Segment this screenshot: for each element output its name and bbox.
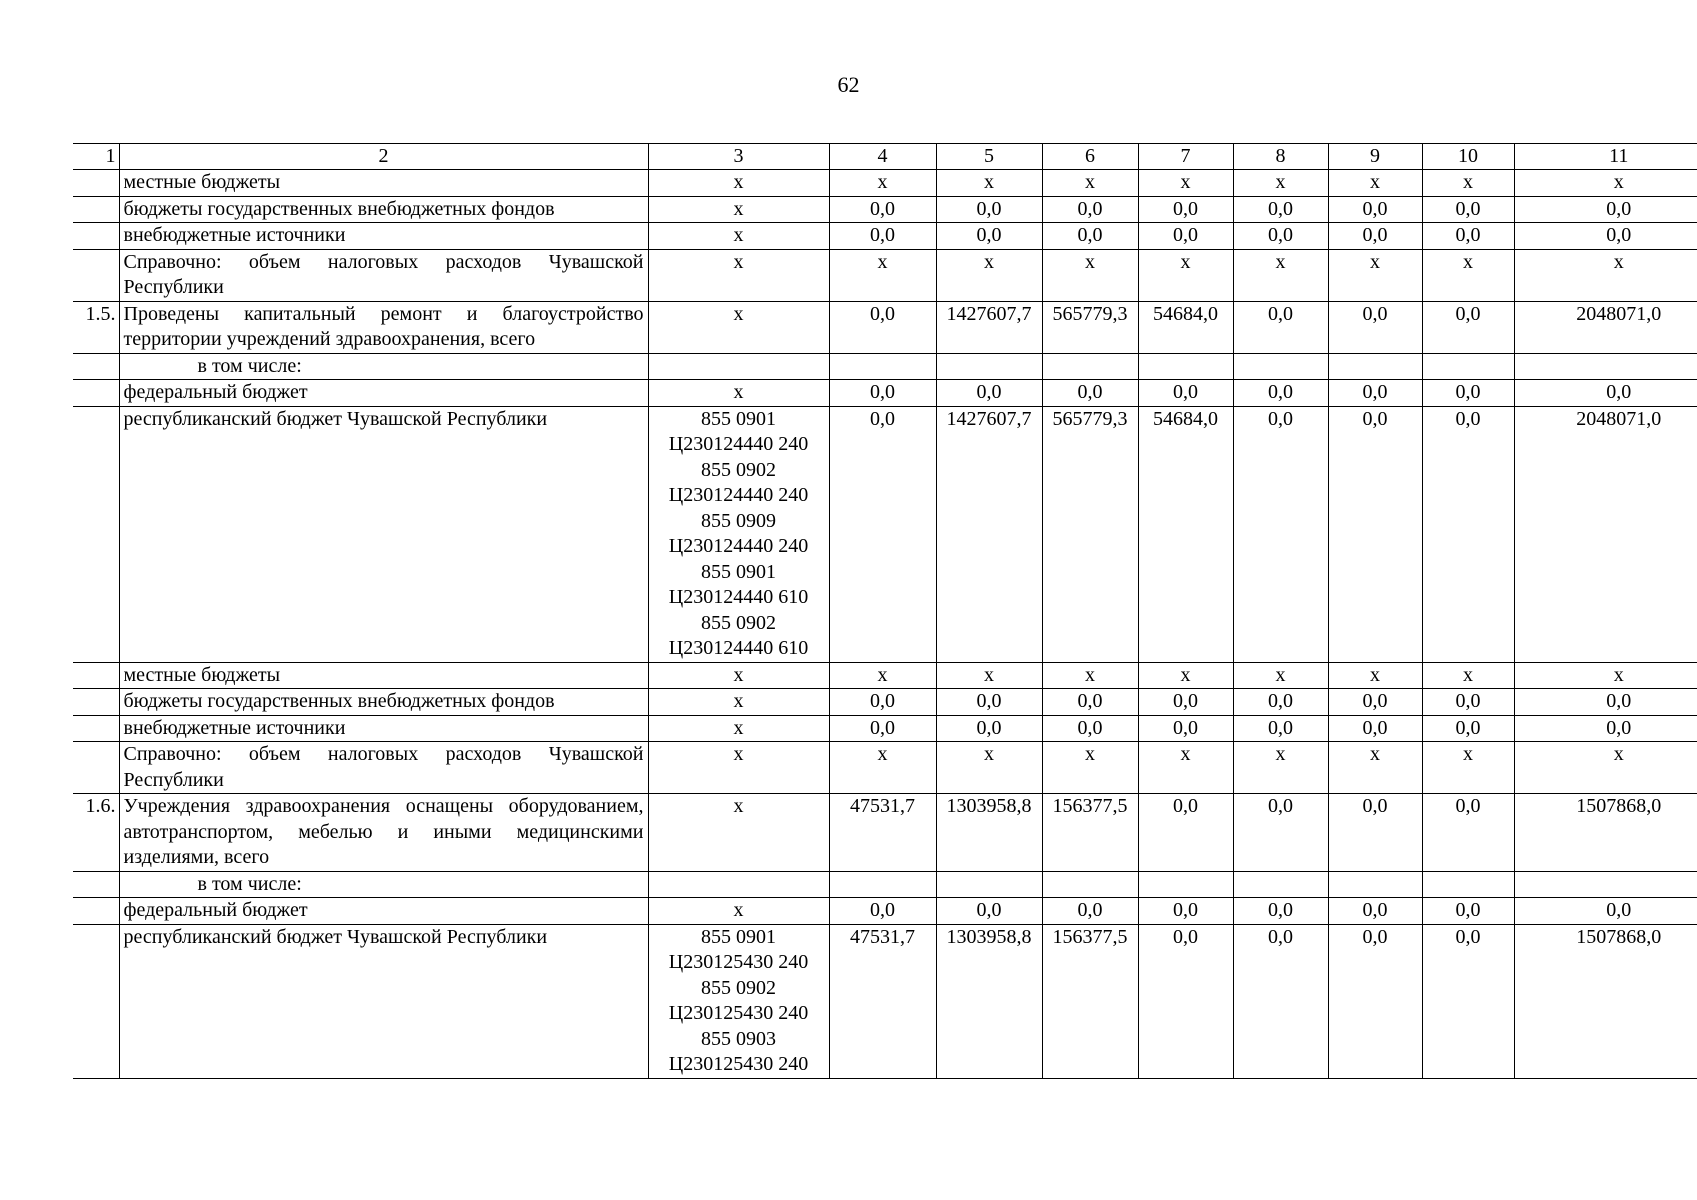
value-cell: 0,0 bbox=[1328, 406, 1422, 662]
header-cell: 11 bbox=[1514, 144, 1697, 170]
budget-table bbox=[73, 143, 1697, 1079]
value-cell: 1427607,7 bbox=[936, 406, 1042, 662]
value-cell: 0,0 bbox=[829, 406, 936, 662]
value-cell: 0,0 bbox=[1514, 196, 1697, 223]
table-row bbox=[73, 380, 1697, 407]
row-number-cell bbox=[73, 353, 119, 380]
row-number-cell bbox=[73, 689, 119, 716]
row-name-cell: местные бюджеты bbox=[119, 170, 648, 197]
row-number-cell bbox=[73, 196, 119, 223]
budget-code-line: Ц230124440 610 bbox=[668, 637, 809, 659]
budget-code-line: х bbox=[733, 899, 744, 921]
value-cell: х bbox=[1233, 662, 1328, 689]
value-cell: 0,0 bbox=[1328, 196, 1422, 223]
value-cell: х bbox=[1422, 249, 1514, 301]
value-cell: 0,0 bbox=[1138, 380, 1233, 407]
budget-code-cell bbox=[648, 301, 829, 353]
table-row bbox=[73, 170, 1697, 197]
budget-code-line: х bbox=[733, 302, 744, 325]
header-cell: 1 bbox=[73, 144, 119, 170]
value-cell bbox=[1042, 871, 1138, 898]
value-cell: 0,0 bbox=[1328, 301, 1422, 353]
value-cell: 1507868,0 bbox=[1514, 924, 1697, 1078]
value-cell: 1507868,0 bbox=[1514, 794, 1697, 872]
row-name-cell: Справочно: объем налоговых расходов Чувашской Республики bbox=[119, 742, 648, 794]
value-cell: 47531,7 bbox=[829, 924, 936, 1078]
budget-code-line: 855 0909 bbox=[701, 509, 776, 532]
value-cell: 0,0 bbox=[1138, 689, 1233, 716]
value-cell: 0,0 bbox=[1328, 223, 1422, 250]
value-cell: 0,0 bbox=[829, 689, 936, 716]
budget-code-line: х bbox=[733, 197, 744, 220]
value-cell: 47531,7 bbox=[829, 794, 936, 872]
value-cell: 0,0 bbox=[829, 380, 936, 407]
value-cell: 0,0 bbox=[1328, 924, 1422, 1078]
value-cell: 0,0 bbox=[1233, 689, 1328, 716]
value-cell: х bbox=[1514, 170, 1697, 197]
value-cell: 0,0 bbox=[1233, 196, 1328, 223]
budget-code-cell bbox=[648, 794, 829, 872]
page-number: 62 bbox=[837, 72, 860, 97]
value-cell: 0,0 bbox=[1042, 223, 1138, 250]
budget-code-line: 855 0902 bbox=[701, 976, 776, 999]
value-cell bbox=[1328, 353, 1422, 380]
value-cell bbox=[1138, 871, 1233, 898]
value-cell: 0,0 bbox=[829, 898, 936, 925]
value-cell bbox=[829, 871, 936, 898]
budget-code-cell bbox=[648, 406, 829, 662]
budget-code-cell bbox=[648, 715, 829, 742]
budget-code-line: 855 0901 bbox=[701, 925, 776, 948]
value-cell: 0,0 bbox=[829, 223, 936, 250]
budget-code-line: 855 0903 bbox=[701, 1027, 776, 1050]
table-row bbox=[73, 742, 1697, 794]
value-cell: х bbox=[829, 742, 936, 794]
value-cell: 0,0 bbox=[1422, 924, 1514, 1078]
value-cell: 0,0 bbox=[1514, 715, 1697, 742]
budget-code-cell bbox=[648, 353, 829, 380]
value-cell: 0,0 bbox=[1422, 715, 1514, 742]
value-cell: 0,0 bbox=[1328, 689, 1422, 716]
value-cell: 0,0 bbox=[1138, 794, 1233, 872]
row-name-cell: в том числе: bbox=[119, 871, 648, 898]
budget-code-line: х bbox=[733, 171, 744, 193]
budget-code-line: Ц230125430 240 bbox=[668, 1053, 809, 1075]
value-cell: 2048071,0 bbox=[1514, 301, 1697, 353]
budget-code-line: х bbox=[733, 795, 744, 817]
row-name-cell: Учреждения здравоохранения оснащены оборудованием, автотранспортом, мебелью и иными медицинскими изделиями, всего bbox=[119, 794, 648, 872]
value-cell: х bbox=[936, 662, 1042, 689]
value-cell: 156377,5 bbox=[1042, 794, 1138, 872]
value-cell: х bbox=[936, 742, 1042, 794]
value-cell: 0,0 bbox=[936, 715, 1042, 742]
value-cell: х bbox=[1042, 742, 1138, 794]
value-cell: х bbox=[1514, 249, 1697, 301]
budget-code-cell bbox=[648, 898, 829, 925]
budget-code-cell bbox=[648, 662, 829, 689]
value-cell: 0,0 bbox=[1042, 715, 1138, 742]
row-name-cell: бюджеты государственных внебюджетных фондов bbox=[119, 196, 648, 223]
budget-code-line: 855 0901 bbox=[701, 560, 776, 583]
value-cell: 54684,0 bbox=[1138, 406, 1233, 662]
value-cell bbox=[1233, 871, 1328, 898]
row-number-cell bbox=[73, 662, 119, 689]
header-cell: 5 bbox=[936, 144, 1042, 170]
value-cell: х bbox=[1138, 662, 1233, 689]
table-row bbox=[73, 898, 1697, 925]
budget-code-line: 855 0901 bbox=[701, 407, 776, 430]
table-row bbox=[73, 301, 1697, 353]
value-cell: 0,0 bbox=[1422, 223, 1514, 250]
row-name-cell: Справочно: объем налоговых расходов Чувашской Республики bbox=[119, 249, 648, 301]
row-number-cell: 1.5. bbox=[73, 301, 119, 353]
row-number-cell bbox=[73, 898, 119, 925]
table-row bbox=[73, 196, 1697, 223]
table-row bbox=[73, 662, 1697, 689]
value-cell: 0,0 bbox=[936, 380, 1042, 407]
value-cell: 0,0 bbox=[936, 898, 1042, 925]
value-cell: 0,0 bbox=[1233, 924, 1328, 1078]
header-cell: 3 bbox=[648, 144, 829, 170]
table-row bbox=[73, 223, 1697, 250]
row-name-cell: федеральный бюджет bbox=[119, 380, 648, 407]
row-number-cell bbox=[73, 170, 119, 197]
header-cell: 9 bbox=[1328, 144, 1422, 170]
budget-code-cell bbox=[648, 249, 829, 301]
header-cell: 8 bbox=[1233, 144, 1328, 170]
value-cell: 0,0 bbox=[1138, 924, 1233, 1078]
budget-code-cell bbox=[648, 223, 829, 250]
value-cell: 0,0 bbox=[1422, 301, 1514, 353]
budget-code-cell bbox=[648, 380, 829, 407]
value-cell: 0,0 bbox=[1328, 898, 1422, 925]
value-cell: х bbox=[1328, 249, 1422, 301]
value-cell: 2048071,0 bbox=[1514, 406, 1697, 662]
value-cell: х bbox=[1233, 742, 1328, 794]
budget-code-cell bbox=[648, 924, 829, 1078]
row-number-cell: 1.6. bbox=[73, 794, 119, 872]
value-cell: х bbox=[936, 249, 1042, 301]
value-cell: 0,0 bbox=[1138, 196, 1233, 223]
header-cell: 6 bbox=[1042, 144, 1138, 170]
value-cell: 1303958,8 bbox=[936, 794, 1042, 872]
value-cell: 0,0 bbox=[1328, 794, 1422, 872]
value-cell: х bbox=[1138, 742, 1233, 794]
budget-code-cell bbox=[648, 871, 829, 898]
budget-code-line bbox=[653, 872, 825, 898]
budget-code-cell bbox=[648, 742, 829, 794]
value-cell: х bbox=[1138, 249, 1233, 301]
value-cell: х bbox=[1328, 662, 1422, 689]
column-number-row bbox=[73, 144, 1697, 170]
budget-code-line: х bbox=[733, 690, 744, 712]
row-name-cell: республиканский бюджет Чувашской Республики bbox=[119, 924, 648, 1078]
value-cell: 0,0 bbox=[1328, 380, 1422, 407]
budget-code-line: Ц230125430 240 bbox=[668, 1002, 809, 1024]
budget-code-line: Ц230124440 240 bbox=[668, 535, 809, 557]
row-name-cell: бюджеты государственных внебюджетных фондов bbox=[119, 689, 648, 716]
table-row bbox=[73, 924, 1697, 1078]
value-cell bbox=[1422, 353, 1514, 380]
budget-code-line: Ц230124440 240 bbox=[668, 484, 809, 506]
value-cell: 0,0 bbox=[1422, 794, 1514, 872]
value-cell: 0,0 bbox=[1422, 196, 1514, 223]
value-cell: х bbox=[1328, 742, 1422, 794]
value-cell: х bbox=[1422, 742, 1514, 794]
value-cell: х bbox=[1514, 742, 1697, 794]
value-cell: 0,0 bbox=[1042, 689, 1138, 716]
value-cell bbox=[829, 353, 936, 380]
value-cell: 0,0 bbox=[1514, 223, 1697, 250]
row-number-cell bbox=[73, 924, 119, 1078]
value-cell: 0,0 bbox=[1042, 196, 1138, 223]
budget-code-line: х bbox=[733, 743, 744, 765]
value-cell: х bbox=[1042, 662, 1138, 689]
value-cell: 0,0 bbox=[829, 301, 936, 353]
budget-code-cell bbox=[648, 170, 829, 197]
row-number-cell bbox=[73, 380, 119, 407]
value-cell: 0,0 bbox=[1422, 898, 1514, 925]
value-cell: 0,0 bbox=[1233, 898, 1328, 925]
value-cell: 156377,5 bbox=[1042, 924, 1138, 1078]
row-name-cell: местные бюджеты bbox=[119, 662, 648, 689]
value-cell: 0,0 bbox=[1233, 301, 1328, 353]
value-cell: 0,0 bbox=[1328, 715, 1422, 742]
value-cell: х bbox=[1138, 170, 1233, 197]
row-name-cell: внебюджетные источники bbox=[119, 715, 648, 742]
value-cell: 0,0 bbox=[1422, 380, 1514, 407]
value-cell: 565779,3 bbox=[1042, 406, 1138, 662]
value-cell: 0,0 bbox=[1514, 898, 1697, 925]
value-cell: 0,0 bbox=[1422, 689, 1514, 716]
budget-code-line: Ц230124440 240 bbox=[668, 433, 809, 455]
budget-code-line: Ц230124440 610 bbox=[668, 586, 809, 608]
row-number-cell bbox=[73, 742, 119, 794]
value-cell: х bbox=[829, 662, 936, 689]
value-cell: 565779,3 bbox=[1042, 301, 1138, 353]
budget-code-cell bbox=[648, 689, 829, 716]
value-cell: х bbox=[936, 170, 1042, 197]
table-row bbox=[73, 794, 1697, 872]
table-row bbox=[73, 689, 1697, 716]
row-number-cell bbox=[73, 223, 119, 250]
value-cell: 0,0 bbox=[829, 715, 936, 742]
value-cell: 1427607,7 bbox=[936, 301, 1042, 353]
budget-code-line: х bbox=[733, 250, 744, 273]
value-cell bbox=[1138, 353, 1233, 380]
value-cell: х bbox=[1042, 249, 1138, 301]
row-number-cell bbox=[73, 715, 119, 742]
value-cell: х bbox=[829, 170, 936, 197]
budget-code-line: Ц230125430 240 bbox=[668, 951, 809, 973]
value-cell: 0,0 bbox=[936, 689, 1042, 716]
header-cell: 10 bbox=[1422, 144, 1514, 170]
row-number-cell bbox=[73, 249, 119, 301]
value-cell bbox=[1042, 353, 1138, 380]
budget-code-line: 855 0902 bbox=[701, 458, 776, 481]
value-cell: х bbox=[1422, 662, 1514, 689]
value-cell bbox=[936, 871, 1042, 898]
header-cell: 7 bbox=[1138, 144, 1233, 170]
budget-code-line: х bbox=[733, 224, 744, 246]
table-row bbox=[73, 249, 1697, 301]
table-row bbox=[73, 715, 1697, 742]
row-name-cell: республиканский бюджет Чувашской Республики bbox=[119, 406, 648, 662]
header-cell: 4 bbox=[829, 144, 936, 170]
value-cell: 0,0 bbox=[1042, 898, 1138, 925]
budget-code-line: х bbox=[733, 716, 744, 739]
value-cell: 0,0 bbox=[1042, 380, 1138, 407]
value-cell: х bbox=[1422, 170, 1514, 197]
value-cell: 0,0 bbox=[1138, 715, 1233, 742]
value-cell bbox=[1328, 871, 1422, 898]
value-cell bbox=[1422, 871, 1514, 898]
value-cell: 0,0 bbox=[1422, 406, 1514, 662]
value-cell: х bbox=[1514, 662, 1697, 689]
value-cell bbox=[1233, 353, 1328, 380]
value-cell: 0,0 bbox=[1233, 715, 1328, 742]
value-cell: х bbox=[829, 249, 936, 301]
value-cell: 54684,0 bbox=[1138, 301, 1233, 353]
row-name-cell: внебюджетные источники bbox=[119, 223, 648, 250]
value-cell bbox=[1514, 871, 1697, 898]
value-cell: х bbox=[1042, 170, 1138, 197]
value-cell: 0,0 bbox=[1138, 898, 1233, 925]
table-row bbox=[73, 871, 1697, 898]
value-cell: 0,0 bbox=[829, 196, 936, 223]
value-cell: х bbox=[1328, 170, 1422, 197]
budget-code-line: х bbox=[733, 663, 744, 686]
value-cell: 0,0 bbox=[1233, 380, 1328, 407]
row-name-cell: Проведены капитальный ремонт и благоустройство территории учреждений здравоохранения, всего bbox=[119, 301, 648, 353]
header-cell: 2 bbox=[119, 144, 648, 170]
value-cell: х bbox=[1233, 170, 1328, 197]
budget-code-line bbox=[653, 354, 825, 380]
value-cell: 0,0 bbox=[936, 196, 1042, 223]
row-name-cell: в том числе: bbox=[119, 353, 648, 380]
value-cell: 0,0 bbox=[1233, 223, 1328, 250]
value-cell: 1303958,8 bbox=[936, 924, 1042, 1078]
table-row bbox=[73, 406, 1697, 662]
table-row bbox=[73, 353, 1697, 380]
budget-code-cell bbox=[648, 196, 829, 223]
value-cell: х bbox=[1233, 249, 1328, 301]
value-cell bbox=[1514, 353, 1697, 380]
value-cell: 0,0 bbox=[1138, 223, 1233, 250]
value-cell: 0,0 bbox=[936, 223, 1042, 250]
row-number-cell bbox=[73, 871, 119, 898]
table-body bbox=[73, 170, 1697, 1079]
value-cell: 0,0 bbox=[1233, 406, 1328, 662]
budget-code-line: 855 0902 bbox=[701, 611, 776, 634]
value-cell: 0,0 bbox=[1514, 689, 1697, 716]
row-number-cell bbox=[73, 406, 119, 662]
value-cell: 0,0 bbox=[1514, 380, 1697, 407]
row-name-cell: федеральный бюджет bbox=[119, 898, 648, 925]
budget-code-line: х bbox=[733, 381, 744, 403]
value-cell: 0,0 bbox=[1233, 794, 1328, 872]
value-cell bbox=[936, 353, 1042, 380]
